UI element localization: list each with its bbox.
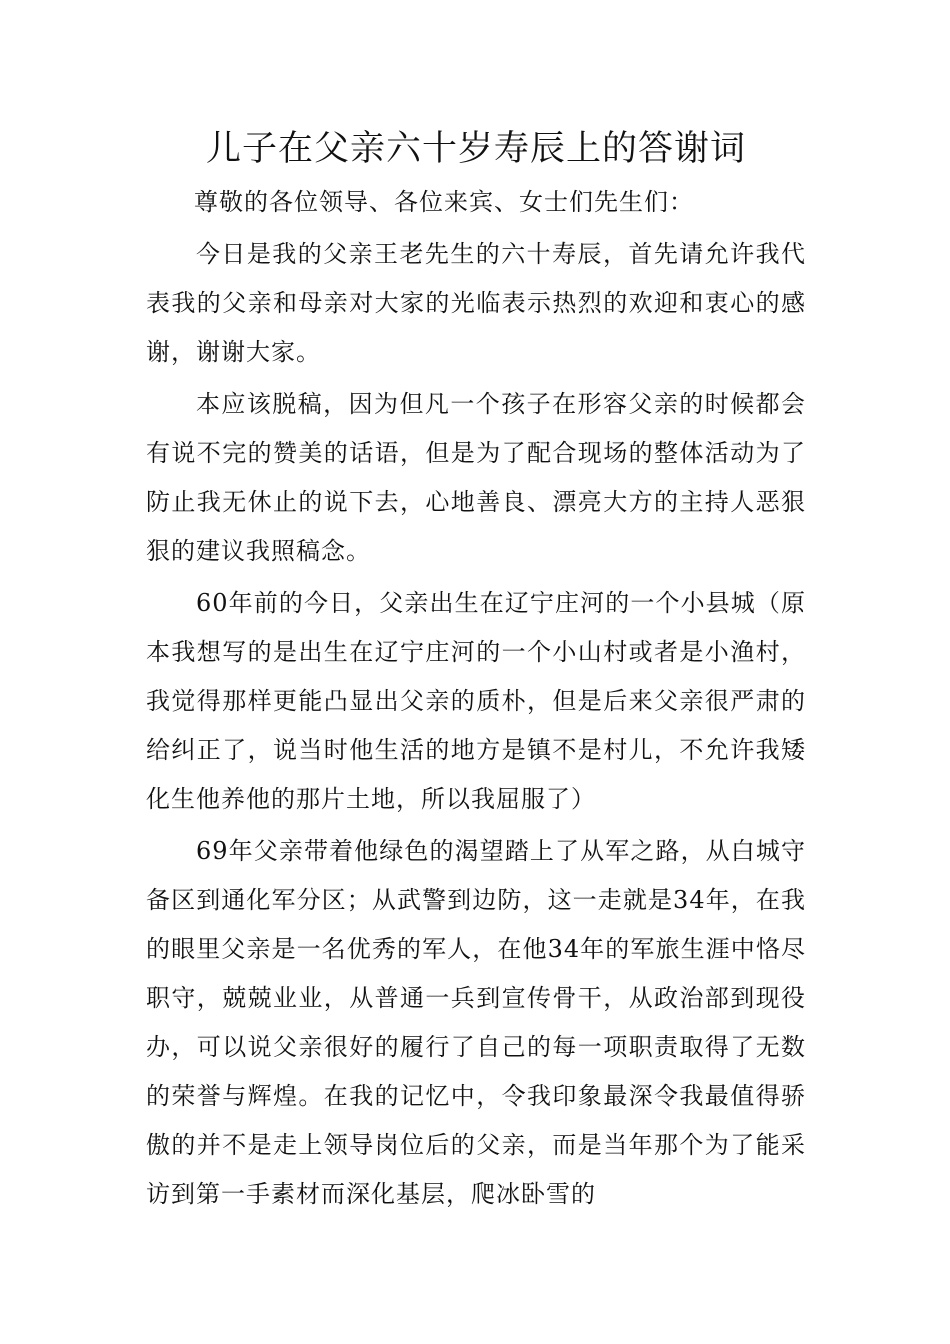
paragraph-2: 本应该脱稿，因为但凡一个孩子在形容父亲的时候都会有说不完的赞美的话语，但是为了配合现场的整体活动为了防止我无休止的说下去，心地善良、漂亮大方的主持人恶狠狠的建议我照稿念。 bbox=[146, 390, 806, 565]
paragraph-4: 69年父亲带着他绿色的渴望踏上了从军之路，从白城守备区到通化军分区；从武警到边防，这一走就是34年，在我的眼里父亲是一名优秀的军人，在他34年的军旅生涯中恪尽职守，兢兢业业，从普通一兵到宣传骨干，从政治部到现役办，可以说父亲很好的履行了自己的每一项职责取得了无数的荣誉与辉煌。在我的记忆中，令我印象最深令我最值得骄傲的并不是走上领导岗位后的父亲，而是当年那个为了能采访到第一手素材而深化基层，爬冰卧雪的 bbox=[146, 837, 806, 1208]
document-title: 儿子在父亲六十岁寿辰上的答谢词 bbox=[205, 129, 746, 169]
greeting-line: 尊敬的各位领导、各位来宾、女士们先生们： bbox=[194, 188, 694, 216]
paragraph-1: 今日是我的父亲王老先生的六十寿辰，首先请允许我代表我的父亲和母亲对大家的光临表示热烈的欢迎和衷心的感谢，谢谢大家。 bbox=[146, 240, 806, 366]
document-body bbox=[146, 178, 806, 1222]
paragraph-3: 60年前的今日，父亲出生在辽宁庄河的一个小县城（原本我想写的是出生在辽宁庄河的一个小山村或者是小渔村，我觉得那样更能凸显出父亲的质朴，但是后来父亲很严肃的给纠正了，说当时他生活的地方是镇不是村儿，不允许我矮化生他养他的那片土地，所以我屈服了） bbox=[146, 589, 806, 813]
